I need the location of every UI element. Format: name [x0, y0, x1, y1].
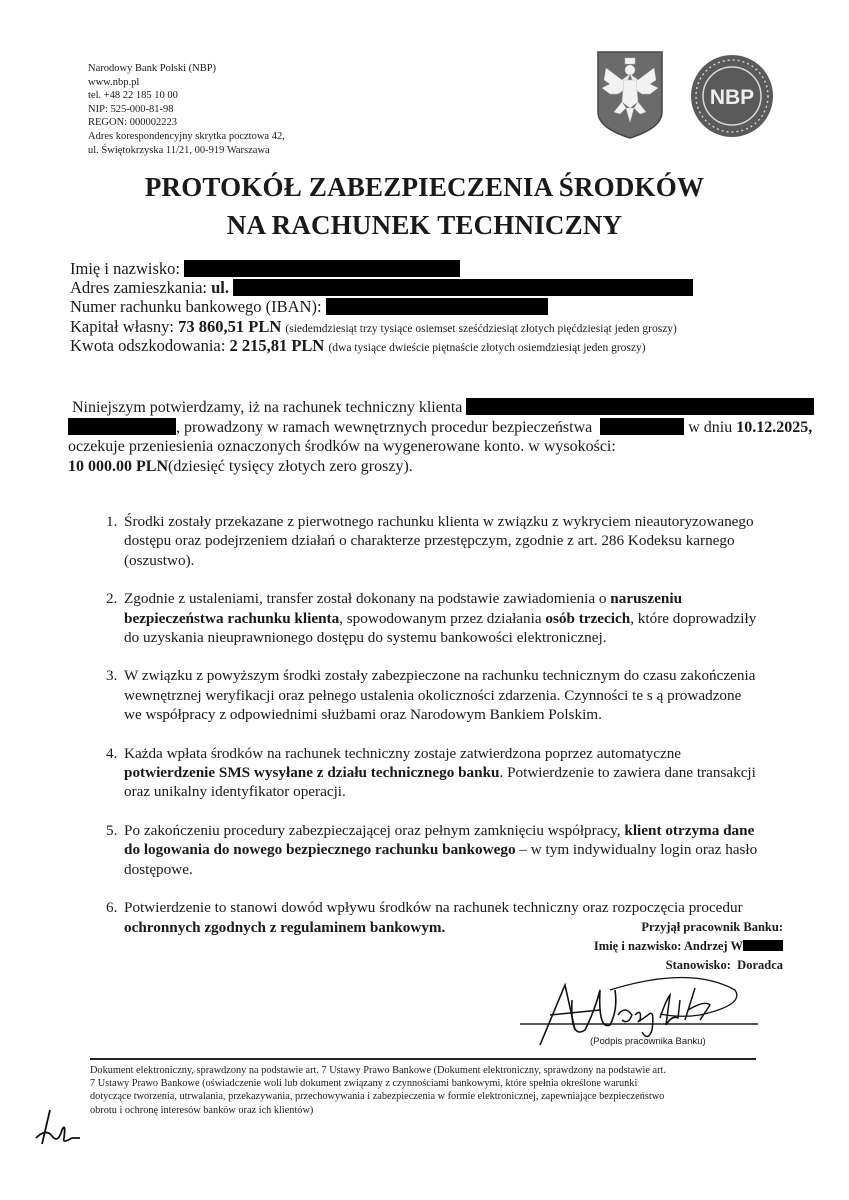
point-6: 6. Potwierdzenie to stanowi dowód wpływu środków na rachunek techniczny oraz rozpoczęcia procedur ochronnych zgodnych z regulaminem bankowym.: [106, 899, 743, 936]
handwritten-initials-icon: [32, 1108, 82, 1148]
intro-line-4: [68, 457, 828, 477]
capital-value: 73 860,51 PLN: [178, 316, 282, 336]
institution-info: [88, 62, 285, 157]
transfer-amount: 10 000.00 PLN: [68, 457, 168, 475]
transfer-amount-words: (dziesięć tysięcy złotych zero groszy).: [168, 457, 413, 475]
client-capital-row: [70, 317, 693, 336]
redacted-client-cont: [68, 418, 176, 435]
redacted-procedure-id: [600, 418, 684, 435]
employee-name-row: Imię i nazwisko: Andrzej W: [560, 937, 785, 956]
institution-name: Narodowy Bank Polski (NBP): [88, 63, 217, 74]
client-name-row: [70, 259, 693, 278]
institution-phone: tel. +48 22 185 10 00: [88, 90, 178, 102]
capital-words: (siedemdziesiąt trzy tysiące osiemset sześćdziesiąt złotych pięćdziesiąt jeden groszy): [285, 322, 677, 335]
footer-divider: [90, 1058, 756, 1060]
compensation-label: Kwota odszkodowania:: [70, 335, 226, 355]
institution-website: www.nbp.pl: [88, 76, 140, 88]
institution-nip: NIP: 525-000-81-98: [88, 103, 174, 115]
point-5: 5. Po zakończeniu procedury zabezpieczającej oraz pełnym zamknięciu współpracy, klient otrzyma dane do logowania do nowego bezpiecznego rachunku bankowego – w tym indywidualny login oraz hasło dostępowe.: [106, 821, 758, 878]
intro-date: 10.12.2025,: [736, 418, 813, 436]
capital-label: Kapitał własny:: [70, 316, 175, 336]
institution-regon: REGON: 000002223: [88, 117, 177, 129]
point-2: 2. Zgodnie z ustaleniami, transfer został dokonany na podstawie zawiadomienia o naruszeniu bezpieczeństwa rachunku klienta, spowodowanym przez działania osób trzecich, które doprowadziły do uzyskania nieuprawnionego dostępu do systemu bankowości elektronicznej.: [106, 590, 757, 647]
numbered-points: [100, 512, 820, 956]
employee-position: Doradca: [737, 958, 783, 972]
nbp-seal-icon: [690, 54, 774, 138]
legal-footer: Dokument elektroniczny, sprawdzony na podstawie art. 7 Ustawy Prawo Bankowe (Dokument elektroniczny, sprawdzony na podstawie art. 7 Ustawy Prawo Bankowe (oświadczenie woli lub dokument związany z czynnościami bankowymi, które spełnia określone warunki dotyczące tworzenia, utrwalania, przekazywania, przechowywania i zabezpieczenia w formie elektronicznej, zapewniające bezpieczeństwo obrotu i ochronę interesów banków oraz ich klientów): [90, 1065, 666, 1116]
redacted-address: [233, 279, 693, 296]
compensation-words: (dwa tysiące dwieście piętnaście złotych osiemdziesiąt jeden groszy): [328, 341, 646, 354]
document-title: [0, 168, 849, 244]
client-iban-row: [70, 297, 693, 316]
compensation-value: 2 215,81 PLN: [229, 335, 325, 355]
received-by-label: Przyjął pracownik Banku:: [641, 920, 783, 934]
employee-signature-block: [560, 918, 785, 975]
intro-line-1: Niniejszym potwierdzamy, iż na rachunek techniczny klienta: [68, 398, 828, 418]
client-name-label: Imię i nazwisko:: [70, 259, 180, 278]
client-compensation-row: [70, 336, 693, 355]
signature-caption: (Podpis pracownika Banku): [590, 1036, 706, 1047]
client-address-row: [70, 278, 693, 297]
client-details: [70, 259, 693, 355]
svg-text:NBP: NBP: [709, 86, 755, 109]
intro-line-2: , prowadzony w ramach wewnętrznych procedur bezpieczeństwa w dniu 10.12.2025,: [68, 418, 828, 438]
intro-line-3: oczekuje przeniesienia oznaczonych środków na wygenerowane konto. w wysokości:: [68, 438, 616, 455]
employee-position-row: Stanowisko: Doradca: [665, 958, 783, 972]
intro-paragraph: [68, 398, 828, 476]
title-line-1: PROTOKÓŁ ZABEZPIECZENIA ŚRODKÓW: [144, 172, 705, 202]
title-line-2: NA RACHUNEK TECHNICZNY: [226, 210, 623, 240]
employee-name: Andrzej W: [683, 939, 743, 953]
institution-address-2: ul. Świętokrzyska 11/21, 00-919 Warszawa: [88, 144, 270, 156]
point-4: 4. Każda wpłata środków na rachunek techniczny zostaje zatwierdzona poprzez automatyczne potwierdzenie SMS wysyłane z działu technicznego banku. Potwierdzenie to zawiera dane transakcji oraz unikalny identyfikator operacji.: [106, 744, 756, 801]
client-iban-label: Numer rachunku bankowego (IBAN):: [70, 297, 322, 317]
polish-eagle-emblem-icon: [596, 50, 664, 140]
client-address-label: Adres zamieszkania:: [70, 278, 207, 298]
institution-address-1: Adres korespondencyjny skrytka pocztowa 42,: [88, 130, 285, 142]
redacted-employee-surname: [743, 940, 783, 951]
redacted-client: [466, 398, 814, 415]
point-3: 3. W związku z powyższym środki zostały zabezpieczone na rachunku technicznym do czasu zakończenia wewnętrznej weryfikacji oraz pełnego ustalenia okoliczności zdarzenia. Czynności te s ą prowadzone we współpracy z odpowiednimi służbami oraz Narodowym Bankiem Polskim.: [106, 667, 756, 724]
redacted-iban: [326, 298, 548, 315]
client-address-prefix: ul.: [211, 278, 229, 298]
point-1: 1. Środki zostały przekazane z pierwotnego rachunku klienta w związku z wykryciem nieautoryzowanego dostępu oraz podejrzeniem działań o charakterze przestępczym, zgodnie z art. 286 Kodeksu karnego (oszustwo).: [106, 513, 754, 569]
redacted-name: [184, 260, 460, 277]
